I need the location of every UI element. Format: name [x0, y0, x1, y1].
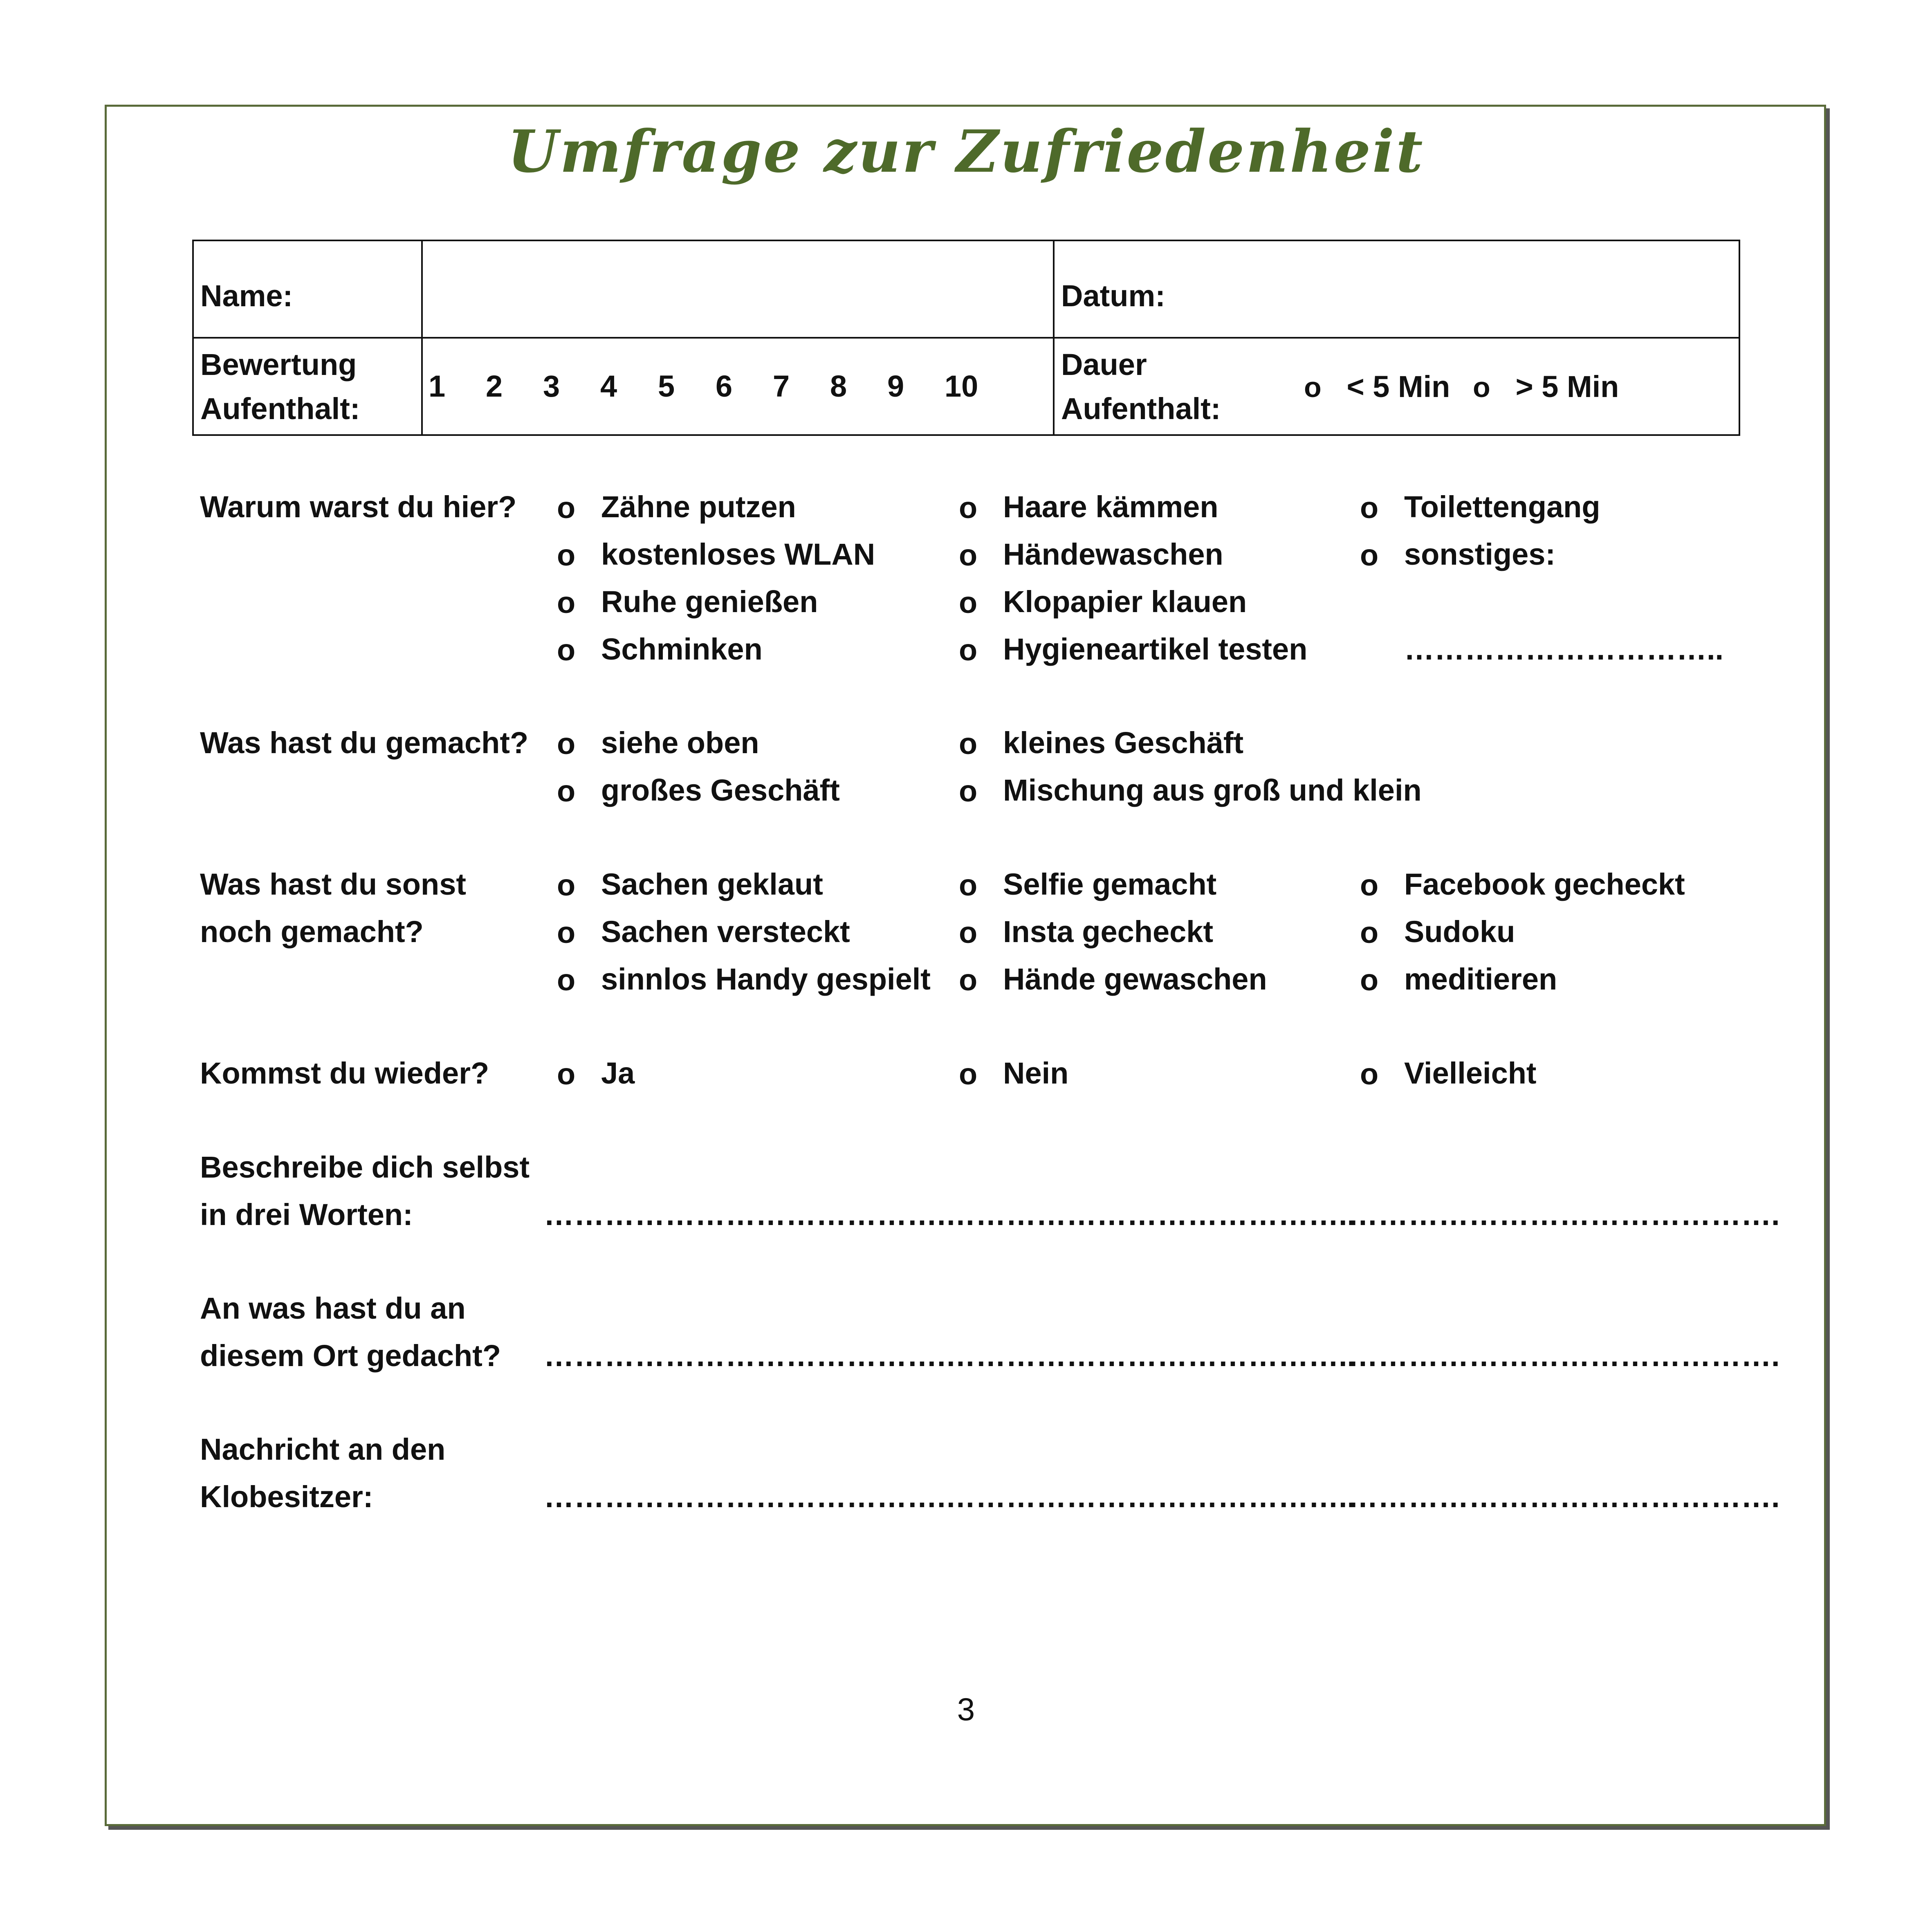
- name-label: Name:: [200, 279, 293, 313]
- q7-blank[interactable]: …………………………………….: [1348, 1480, 1780, 1514]
- rating-3[interactable]: 3: [543, 369, 560, 403]
- q3-opt-bullet[interactable]: o: [959, 916, 978, 949]
- q3-opt-bullet[interactable]: o: [557, 963, 576, 997]
- q6-blank[interactable]: …………………………………..: [945, 1339, 1356, 1373]
- name-input-cell[interactable]: [422, 240, 1054, 338]
- q1-label: Warum warst du hier?: [200, 490, 517, 524]
- duration-label-line2: Aufenthalt:: [1061, 392, 1221, 426]
- q3-option: Sachen versteckt: [601, 915, 850, 949]
- rating-8[interactable]: 8: [830, 369, 847, 403]
- q5-blank[interactable]: …………………………………….: [1348, 1198, 1780, 1232]
- q1-option: sonstiges:: [1404, 537, 1556, 571]
- q4-option-yes: Ja: [601, 1056, 635, 1090]
- rating-label-cell: [193, 338, 422, 435]
- q1-opt-bullet[interactable]: o: [959, 538, 978, 572]
- q3-option: Sachen geklaut: [601, 867, 823, 901]
- q1-opt-bullet[interactable]: o: [959, 586, 978, 619]
- rating-5[interactable]: 5: [658, 369, 675, 403]
- checkbox-bullet: o: [1473, 371, 1490, 403]
- q3-opt-bullet[interactable]: o: [557, 916, 576, 949]
- q1-option: Schminken: [601, 632, 763, 666]
- q5-blank[interactable]: ………………………………….: [544, 1198, 946, 1232]
- rating-2[interactable]: 2: [486, 369, 503, 403]
- q3-option: Insta gecheckt: [1003, 915, 1214, 949]
- q1-option: Ruhe genießen: [601, 585, 818, 619]
- q4-option-maybe: Vielleicht: [1404, 1056, 1537, 1090]
- rating-scale-cell: [422, 338, 1054, 435]
- q1-option: Zähne putzen: [601, 490, 796, 524]
- date-cell[interactable]: [1054, 240, 1739, 338]
- q3-opt-bullet[interactable]: o: [557, 868, 576, 902]
- q1-opt-bullet[interactable]: o: [557, 633, 576, 667]
- q2-label: Was hast du gemacht?: [200, 726, 529, 760]
- rating-1[interactable]: 1: [429, 369, 446, 403]
- q4-label: Kommst du wieder?: [200, 1056, 489, 1090]
- q7-label-line1: Nachricht an den: [200, 1432, 446, 1466]
- q3-opt-bullet[interactable]: o: [1360, 963, 1379, 997]
- name-label-cell: [193, 240, 422, 338]
- q2-option: kleines Geschäft: [1003, 726, 1244, 760]
- q5-blank[interactable]: …………………………………..: [945, 1198, 1356, 1232]
- q2-opt-bullet[interactable]: o: [959, 727, 978, 761]
- q1-opt-bullet[interactable]: o: [557, 491, 576, 525]
- q7-label-line2: Klobesitzer:: [200, 1480, 373, 1514]
- q3-option: Facebook gecheckt: [1404, 867, 1685, 901]
- q1-other-blank[interactable]: …………………………..: [1404, 632, 1724, 666]
- q2-opt-bullet[interactable]: o: [557, 727, 576, 761]
- q4-opt-bullet[interactable]: o: [557, 1057, 576, 1091]
- q1-option: Händewaschen: [1003, 537, 1223, 571]
- q3-option: Sudoku: [1404, 915, 1515, 949]
- duration-short-label: < 5 Min: [1346, 370, 1450, 404]
- q1-opt-bullet[interactable]: o: [959, 633, 978, 667]
- q1-opt-bullet[interactable]: o: [557, 586, 576, 619]
- checkbox-bullet: o: [1304, 371, 1322, 403]
- duration-label-line1: Dauer: [1061, 348, 1147, 381]
- q1-option: kostenloses WLAN: [601, 537, 875, 571]
- q3-option: Hände gewaschen: [1003, 962, 1267, 996]
- q1-option: Toilettengang: [1404, 490, 1600, 524]
- q3-label-line2: noch gemacht?: [200, 915, 424, 949]
- q3-option: Selfie gemacht: [1003, 867, 1217, 901]
- q1-option: Klopapier klauen: [1003, 585, 1247, 619]
- q1-option: Hygieneartikel testen: [1003, 632, 1308, 666]
- rating-label-line1: Bewertung: [200, 348, 357, 381]
- q4-option-no: Nein: [1003, 1056, 1069, 1090]
- q2-option: Mischung aus groß und klein: [1003, 773, 1422, 807]
- rating-label-line2: Aufenthalt:: [200, 392, 360, 426]
- rating-6[interactable]: 6: [716, 369, 733, 403]
- q5-label-line1: Beschreibe dich selbst: [200, 1150, 530, 1184]
- q1-opt-bullet[interactable]: o: [557, 538, 576, 572]
- q6-blank[interactable]: ………………………………….: [544, 1339, 946, 1373]
- q3-label-line1: Was hast du sonst: [200, 867, 467, 901]
- q3-opt-bullet[interactable]: o: [1360, 868, 1379, 902]
- q5-label-line2: in drei Worten:: [200, 1198, 413, 1232]
- q1-opt-bullet[interactable]: o: [1360, 538, 1379, 572]
- header-table: [192, 240, 1740, 436]
- q1-opt-bullet[interactable]: o: [1360, 491, 1379, 525]
- rating-10[interactable]: 10: [945, 369, 978, 403]
- q2-opt-bullet[interactable]: o: [959, 774, 978, 808]
- q6-blank[interactable]: …………………………………….: [1348, 1339, 1780, 1373]
- duration-option-long[interactable]: [1473, 365, 1619, 408]
- rating-4[interactable]: 4: [600, 369, 617, 403]
- page-title: Umfrage zur Zufriedenheit: [507, 118, 1425, 186]
- q3-opt-bullet[interactable]: o: [959, 963, 978, 997]
- q6-label-line2: diesem Ort gedacht?: [200, 1339, 501, 1373]
- page-number: 3: [957, 1691, 975, 1727]
- q3-option: meditieren: [1404, 962, 1557, 996]
- duration-option-short[interactable]: [1304, 365, 1450, 408]
- q2-option: großes Geschäft: [601, 773, 840, 807]
- q3-opt-bullet[interactable]: o: [959, 868, 978, 902]
- q6-label-line1: An was hast du an: [200, 1291, 466, 1325]
- q4-opt-bullet[interactable]: o: [959, 1057, 978, 1091]
- q2-option: siehe oben: [601, 726, 759, 760]
- date-label: Datum:: [1061, 279, 1165, 313]
- q3-opt-bullet[interactable]: o: [1360, 916, 1379, 949]
- rating-7[interactable]: 7: [773, 369, 790, 403]
- q3-option: sinnlos Handy gespielt: [601, 962, 931, 996]
- q2-opt-bullet[interactable]: o: [557, 774, 576, 808]
- duration-cell: [1054, 338, 1739, 435]
- duration-long-label: > 5 Min: [1515, 370, 1619, 404]
- q1-opt-bullet[interactable]: o: [959, 491, 978, 525]
- q1-option: Haare kämmen: [1003, 490, 1218, 524]
- q7-blank[interactable]: …………………………………..: [945, 1480, 1356, 1514]
- q4-opt-bullet[interactable]: o: [1360, 1057, 1379, 1091]
- q7-blank[interactable]: ………………………………….: [544, 1480, 946, 1514]
- rating-9[interactable]: 9: [887, 369, 904, 403]
